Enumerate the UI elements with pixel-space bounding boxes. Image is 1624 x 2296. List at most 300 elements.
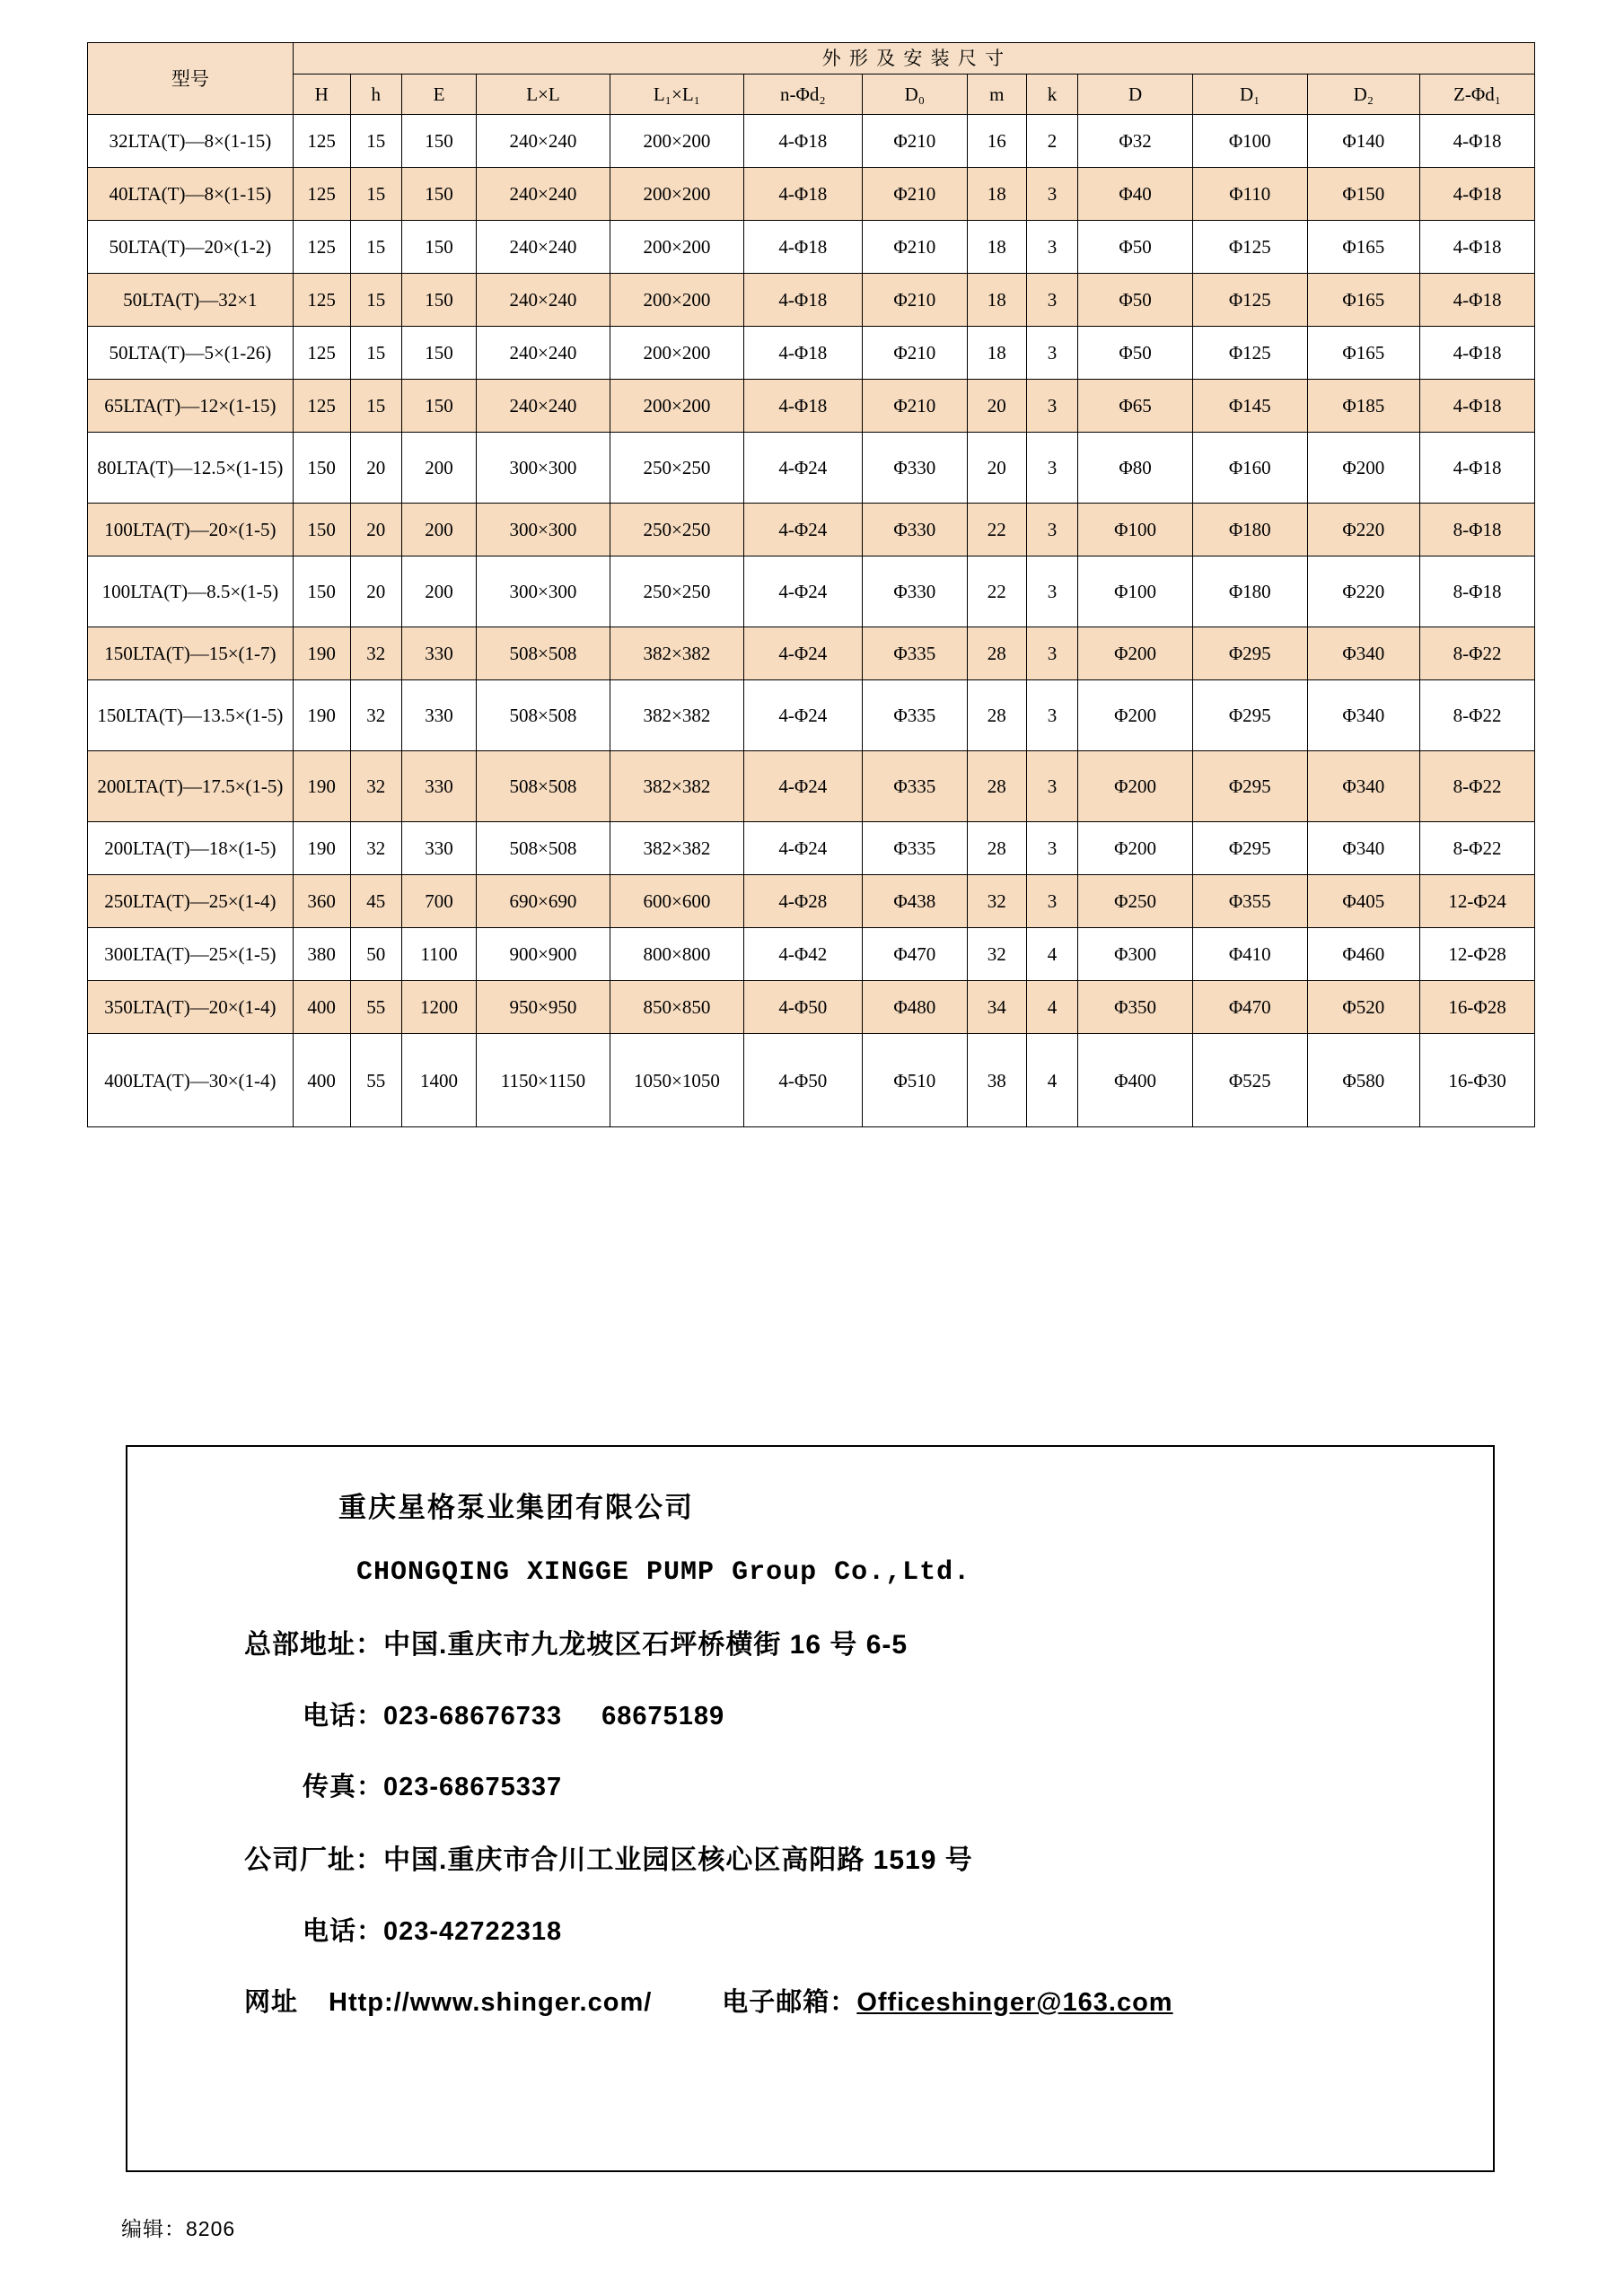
tel1-value: 023-68676733 <box>383 1702 563 1731</box>
cell-k: 3 <box>1026 822 1077 875</box>
cell-h: 20 <box>350 433 401 504</box>
cell-D1: Φ145 <box>1192 380 1307 433</box>
headquarters-address <box>127 1622 1493 1661</box>
tel2-label: 电话： <box>303 1917 384 1946</box>
cell-E: 150 <box>402 380 477 433</box>
cell-E: 330 <box>402 751 477 822</box>
cell-D2: Φ150 <box>1307 168 1420 221</box>
header-col-D1: D₁ <box>1192 74 1307 115</box>
cell-n-d2: 4-Φ18 <box>743 274 862 327</box>
cell-D2: Φ340 <box>1307 680 1420 751</box>
cell-D2: Φ580 <box>1307 1034 1420 1127</box>
cell-E: 200 <box>402 556 477 627</box>
cell-E: 700 <box>402 875 477 928</box>
cell-D0: Φ470 <box>862 928 967 981</box>
cell-D1: Φ295 <box>1192 751 1307 822</box>
cell-n-d2: 4-Φ24 <box>743 556 862 627</box>
cell-h: 32 <box>350 822 401 875</box>
table-row <box>88 680 1535 751</box>
cell-D: Φ250 <box>1078 875 1193 928</box>
cell-E: 150 <box>402 327 477 380</box>
cell-LxL: 240×240 <box>477 115 610 168</box>
cell-D: Φ300 <box>1078 928 1193 981</box>
website-email-line <box>127 1982 1493 2019</box>
cell-n-d2: 4-Φ42 <box>743 928 862 981</box>
cell-L1xL1: 200×200 <box>610 168 743 221</box>
website-label: 网址 <box>244 1988 299 2017</box>
cell-LxL: 240×240 <box>477 327 610 380</box>
cell-h: 15 <box>350 221 401 274</box>
cell-h: 20 <box>350 556 401 627</box>
company-name-en: CHONGQING XINGGE PUMP Group Co.,Ltd. <box>356 1557 971 1588</box>
cell-Z-d1: 8-Φ22 <box>1420 751 1535 822</box>
cell-h: 50 <box>350 928 401 981</box>
cell-D0: Φ330 <box>862 504 967 556</box>
table-row <box>88 274 1535 327</box>
cell-m: 28 <box>967 822 1026 875</box>
cell-m: 22 <box>967 556 1026 627</box>
cell-k: 3 <box>1026 274 1077 327</box>
cell-k: 4 <box>1026 928 1077 981</box>
cell-D1: Φ355 <box>1192 875 1307 928</box>
table-row <box>88 627 1535 680</box>
cell-E: 150 <box>402 168 477 221</box>
hq-value: 中国.重庆市九龙坡区石坪桥横街 16 号 6-5 <box>383 1630 909 1660</box>
cell-D: Φ50 <box>1078 221 1193 274</box>
cell-D: Φ50 <box>1078 327 1193 380</box>
cell-D: Φ200 <box>1078 822 1193 875</box>
cell-D: Φ200 <box>1078 680 1193 751</box>
cell-D2: Φ165 <box>1307 221 1420 274</box>
cell-m: 32 <box>967 928 1026 981</box>
cell-L1xL1: 382×382 <box>610 680 743 751</box>
cell-E: 150 <box>402 221 477 274</box>
cell-H: 400 <box>293 981 350 1034</box>
cell-E: 1400 <box>402 1034 477 1127</box>
cell-model: 300LTA(T)—25×(1-5) <box>88 928 294 981</box>
cell-D0: Φ438 <box>862 875 967 928</box>
cell-D1: Φ100 <box>1192 115 1307 168</box>
cell-D: Φ40 <box>1078 168 1193 221</box>
cell-L1xL1: 250×250 <box>610 556 743 627</box>
cell-H: 190 <box>293 680 350 751</box>
cell-m: 18 <box>967 274 1026 327</box>
cell-H: 125 <box>293 380 350 433</box>
cell-E: 150 <box>402 274 477 327</box>
cell-D2: Φ185 <box>1307 380 1420 433</box>
cell-h: 15 <box>350 274 401 327</box>
cell-H: 125 <box>293 327 350 380</box>
factory-value: 中国.重庆市合川工业园区核心区高阳路 1519 号 <box>383 1845 973 1875</box>
cell-k: 4 <box>1026 1034 1077 1127</box>
cell-n-d2: 4-Φ24 <box>743 822 862 875</box>
cell-D: Φ400 <box>1078 1034 1193 1127</box>
cell-h: 15 <box>350 327 401 380</box>
table-row <box>88 751 1535 822</box>
header-col-D2: D₂ <box>1307 74 1420 115</box>
cell-n-d2: 4-Φ18 <box>743 115 862 168</box>
cell-m: 38 <box>967 1034 1026 1127</box>
cell-n-d2: 4-Φ28 <box>743 875 862 928</box>
cell-D0: Φ210 <box>862 274 967 327</box>
cell-D1: Φ125 <box>1192 221 1307 274</box>
cell-k: 3 <box>1026 221 1077 274</box>
cell-Z-d1: 4-Φ18 <box>1420 327 1535 380</box>
cell-L1xL1: 250×250 <box>610 504 743 556</box>
email-address-link[interactable]: Officeshinger@163.com <box>856 1988 1173 2017</box>
cell-h: 55 <box>350 1034 401 1127</box>
cell-k: 3 <box>1026 627 1077 680</box>
tel1-value-2: 68675189 <box>601 1702 725 1731</box>
cell-LxL: 240×240 <box>477 380 610 433</box>
cell-D1: Φ295 <box>1192 822 1307 875</box>
cell-E: 330 <box>402 822 477 875</box>
tel2-value: 023-42722318 <box>383 1917 563 1946</box>
cell-n-d2: 4-Φ24 <box>743 680 862 751</box>
cell-D2: Φ460 <box>1307 928 1420 981</box>
header-col-Z-d1: Z-Φd₁ <box>1420 74 1535 115</box>
cell-LxL: 1150×1150 <box>477 1034 610 1127</box>
cell-D: Φ50 <box>1078 274 1193 327</box>
cell-n-d2: 4-Φ24 <box>743 751 862 822</box>
header-col-H: H <box>293 74 350 115</box>
cell-h: 15 <box>350 380 401 433</box>
cell-L1xL1: 200×200 <box>610 274 743 327</box>
cell-Z-d1: 8-Φ22 <box>1420 680 1535 751</box>
cell-D0: Φ335 <box>862 822 967 875</box>
cell-L1xL1: 850×850 <box>610 981 743 1034</box>
cell-n-d2: 4-Φ50 <box>743 1034 862 1127</box>
cell-D: Φ200 <box>1078 627 1193 680</box>
tel1-label: 电话： <box>303 1702 384 1731</box>
header-col-m: m <box>967 74 1026 115</box>
cell-model: 50LTA(T)—32×1 <box>88 274 294 327</box>
cell-E: 200 <box>402 504 477 556</box>
cell-H: 125 <box>293 274 350 327</box>
cell-k: 3 <box>1026 433 1077 504</box>
table-row <box>88 981 1535 1034</box>
cell-n-d2: 4-Φ24 <box>743 627 862 680</box>
cell-model: 50LTA(T)—20×(1-2) <box>88 221 294 274</box>
table-header-row-1 <box>88 43 1535 74</box>
cell-m: 32 <box>967 875 1026 928</box>
spec-table <box>87 42 1535 1127</box>
cell-m: 20 <box>967 433 1026 504</box>
fax-label: 传真： <box>303 1773 384 1801</box>
table-row <box>88 875 1535 928</box>
cell-H: 380 <box>293 928 350 981</box>
cell-Z-d1: 8-Φ22 <box>1420 627 1535 680</box>
cell-n-d2: 4-Φ18 <box>743 221 862 274</box>
cell-D0: Φ330 <box>862 433 967 504</box>
cell-h: 55 <box>350 981 401 1034</box>
cell-m: 28 <box>967 680 1026 751</box>
cell-h: 15 <box>350 168 401 221</box>
table-row <box>88 822 1535 875</box>
cell-E: 330 <box>402 680 477 751</box>
cell-D1: Φ110 <box>1192 168 1307 221</box>
cell-h: 45 <box>350 875 401 928</box>
cell-E: 150 <box>402 115 477 168</box>
table-row <box>88 928 1535 981</box>
cell-D0: Φ335 <box>862 627 967 680</box>
cell-D1: Φ180 <box>1192 556 1307 627</box>
cell-n-d2: 4-Φ24 <box>743 504 862 556</box>
cell-Z-d1: 12-Φ24 <box>1420 875 1535 928</box>
cell-D: Φ32 <box>1078 115 1193 168</box>
cell-m: 18 <box>967 221 1026 274</box>
cell-LxL: 950×950 <box>477 981 610 1034</box>
cell-D0: Φ480 <box>862 981 967 1034</box>
cell-k: 3 <box>1026 504 1077 556</box>
cell-D0: Φ210 <box>862 168 967 221</box>
cell-model: 350LTA(T)—20×(1-4) <box>88 981 294 1034</box>
header-col-LxL: L×L <box>477 74 610 115</box>
cell-D0: Φ335 <box>862 751 967 822</box>
cell-L1xL1: 600×600 <box>610 875 743 928</box>
fax-line <box>127 1766 1493 1803</box>
cell-E: 1200 <box>402 981 477 1034</box>
cell-H: 150 <box>293 433 350 504</box>
cell-m: 18 <box>967 168 1026 221</box>
cell-LxL: 300×300 <box>477 433 610 504</box>
factory-label: 公司厂址： <box>244 1845 383 1875</box>
cell-L1xL1: 250×250 <box>610 433 743 504</box>
cell-LxL: 508×508 <box>477 627 610 680</box>
cell-LxL: 240×240 <box>477 168 610 221</box>
cell-k: 3 <box>1026 556 1077 627</box>
cell-Z-d1: 4-Φ18 <box>1420 221 1535 274</box>
cell-k: 4 <box>1026 981 1077 1034</box>
cell-model: 80LTA(T)—12.5×(1-15) <box>88 433 294 504</box>
table-row <box>88 1034 1535 1127</box>
cell-Z-d1: 8-Φ22 <box>1420 822 1535 875</box>
cell-D: Φ350 <box>1078 981 1193 1034</box>
cell-D1: Φ410 <box>1192 928 1307 981</box>
cell-D0: Φ210 <box>862 327 967 380</box>
cell-k: 3 <box>1026 327 1077 380</box>
cell-H: 150 <box>293 504 350 556</box>
cell-H: 125 <box>293 168 350 221</box>
cell-model: 100LTA(T)—8.5×(1-5) <box>88 556 294 627</box>
cell-k: 3 <box>1026 751 1077 822</box>
cell-H: 125 <box>293 115 350 168</box>
cell-m: 34 <box>967 981 1026 1034</box>
hq-label: 总部地址： <box>244 1630 383 1660</box>
cell-H: 190 <box>293 822 350 875</box>
cell-k: 2 <box>1026 115 1077 168</box>
cell-LxL: 508×508 <box>477 680 610 751</box>
cell-Z-d1: 4-Φ18 <box>1420 274 1535 327</box>
table-row <box>88 115 1535 168</box>
cell-L1xL1: 200×200 <box>610 221 743 274</box>
cell-model: 100LTA(T)—20×(1-5) <box>88 504 294 556</box>
cell-k: 3 <box>1026 168 1077 221</box>
cell-L1xL1: 200×200 <box>610 327 743 380</box>
cell-Z-d1: 4-Φ18 <box>1420 115 1535 168</box>
cell-D0: Φ335 <box>862 680 967 751</box>
cell-D2: Φ200 <box>1307 433 1420 504</box>
cell-k: 3 <box>1026 380 1077 433</box>
cell-LxL: 690×690 <box>477 875 610 928</box>
cell-m: 18 <box>967 327 1026 380</box>
cell-model: 65LTA(T)—12×(1-15) <box>88 380 294 433</box>
factory-address <box>127 1837 1493 1877</box>
cell-L1xL1: 1050×1050 <box>610 1034 743 1127</box>
cell-n-d2: 4-Φ18 <box>743 327 862 380</box>
header-model: 型号 <box>88 43 294 115</box>
cell-model: 40LTA(T)—8×(1-15) <box>88 168 294 221</box>
cell-D2: Φ165 <box>1307 274 1420 327</box>
cell-model: 200LTA(T)—17.5×(1-5) <box>88 751 294 822</box>
cell-Z-d1: 4-Φ18 <box>1420 380 1535 433</box>
website-url[interactable]: Http://www.shinger.com/ <box>329 1988 653 2017</box>
cell-D: Φ100 <box>1078 504 1193 556</box>
cell-D2: Φ220 <box>1307 556 1420 627</box>
cell-D: Φ200 <box>1078 751 1193 822</box>
cell-Z-d1: 4-Φ18 <box>1420 433 1535 504</box>
cell-m: 22 <box>967 504 1026 556</box>
cell-h: 32 <box>350 680 401 751</box>
cell-D1: Φ525 <box>1192 1034 1307 1127</box>
spec-table-container <box>87 42 1535 1127</box>
cell-k: 3 <box>1026 875 1077 928</box>
table-row <box>88 556 1535 627</box>
header-col-D0: D₀ <box>862 74 967 115</box>
cell-m: 20 <box>967 380 1026 433</box>
company-contact-box <box>126 1445 1495 2172</box>
cell-h: 20 <box>350 504 401 556</box>
header-col-n-d2: n-Φd₂ <box>743 74 862 115</box>
header-col-E: E <box>402 74 477 115</box>
cell-model: 250LTA(T)—25×(1-4) <box>88 875 294 928</box>
cell-LxL: 900×900 <box>477 928 610 981</box>
cell-D1: Φ125 <box>1192 274 1307 327</box>
cell-L1xL1: 200×200 <box>610 115 743 168</box>
cell-k: 3 <box>1026 680 1077 751</box>
cell-D1: Φ295 <box>1192 680 1307 751</box>
cell-LxL: 240×240 <box>477 274 610 327</box>
cell-H: 190 <box>293 627 350 680</box>
cell-h: 32 <box>350 627 401 680</box>
cell-D1: Φ295 <box>1192 627 1307 680</box>
cell-Z-d1: 16-Φ30 <box>1420 1034 1535 1127</box>
hq-telephone <box>127 1696 1493 1732</box>
cell-model: 200LTA(T)—18×(1-5) <box>88 822 294 875</box>
header-dimension-group: 外 形 及 安 装 尺 寸 <box>293 43 1534 74</box>
cell-LxL: 300×300 <box>477 556 610 627</box>
spec-table-body <box>88 115 1535 1127</box>
table-row <box>88 504 1535 556</box>
table-row <box>88 327 1535 380</box>
cell-L1xL1: 382×382 <box>610 822 743 875</box>
table-row <box>88 168 1535 221</box>
cell-D2: Φ405 <box>1307 875 1420 928</box>
cell-E: 1100 <box>402 928 477 981</box>
table-header-row-2 <box>88 74 1535 115</box>
cell-D2: Φ340 <box>1307 627 1420 680</box>
cell-model: 150LTA(T)—15×(1-7) <box>88 627 294 680</box>
cell-L1xL1: 200×200 <box>610 380 743 433</box>
cell-D: Φ65 <box>1078 380 1193 433</box>
cell-D2: Φ220 <box>1307 504 1420 556</box>
cell-Z-d1: 4-Φ18 <box>1420 168 1535 221</box>
fax-value: 023-68675337 <box>383 1773 563 1801</box>
email-label: 电子邮箱： <box>722 1988 857 2017</box>
cell-H: 125 <box>293 221 350 274</box>
cell-D2: Φ165 <box>1307 327 1420 380</box>
cell-D: Φ80 <box>1078 433 1193 504</box>
table-row <box>88 380 1535 433</box>
cell-Z-d1: 16-Φ28 <box>1420 981 1535 1034</box>
cell-h: 32 <box>350 751 401 822</box>
cell-n-d2: 4-Φ24 <box>743 433 862 504</box>
cell-model: 150LTA(T)—13.5×(1-5) <box>88 680 294 751</box>
cell-E: 330 <box>402 627 477 680</box>
cell-LxL: 300×300 <box>477 504 610 556</box>
cell-D2: Φ520 <box>1307 981 1420 1034</box>
cell-model: 400LTA(T)—30×(1-4) <box>88 1034 294 1127</box>
cell-D2: Φ140 <box>1307 115 1420 168</box>
cell-Z-d1: 8-Φ18 <box>1420 556 1535 627</box>
header-col-D: D <box>1078 74 1193 115</box>
cell-model: 50LTA(T)—5×(1-26) <box>88 327 294 380</box>
cell-m: 28 <box>967 627 1026 680</box>
cell-D0: Φ210 <box>862 221 967 274</box>
cell-n-d2: 4-Φ18 <box>743 168 862 221</box>
cell-Z-d1: 12-Φ28 <box>1420 928 1535 981</box>
table-row <box>88 221 1535 274</box>
cell-D: Φ100 <box>1078 556 1193 627</box>
cell-D2: Φ340 <box>1307 822 1420 875</box>
cell-LxL: 240×240 <box>477 221 610 274</box>
cell-D0: Φ210 <box>862 380 967 433</box>
cell-n-d2: 4-Φ18 <box>743 380 862 433</box>
cell-Z-d1: 8-Φ18 <box>1420 504 1535 556</box>
cell-D0: Φ210 <box>862 115 967 168</box>
cell-D0: Φ510 <box>862 1034 967 1127</box>
cell-H: 360 <box>293 875 350 928</box>
cell-m: 28 <box>967 751 1026 822</box>
cell-L1xL1: 800×800 <box>610 928 743 981</box>
cell-L1xL1: 382×382 <box>610 751 743 822</box>
cell-L1xL1: 382×382 <box>610 627 743 680</box>
cell-h: 15 <box>350 115 401 168</box>
editor-note: 编辑：8206 <box>121 2217 236 2240</box>
header-col-h: h <box>350 74 401 115</box>
cell-D1: Φ180 <box>1192 504 1307 556</box>
cell-D0: Φ330 <box>862 556 967 627</box>
cell-D2: Φ340 <box>1307 751 1420 822</box>
cell-D1: Φ125 <box>1192 327 1307 380</box>
cell-H: 400 <box>293 1034 350 1127</box>
cell-LxL: 508×508 <box>477 751 610 822</box>
cell-H: 190 <box>293 751 350 822</box>
cell-LxL: 508×508 <box>477 822 610 875</box>
cell-n-d2: 4-Φ50 <box>743 981 862 1034</box>
header-col-L1xL1: L₁×L₁ <box>610 74 743 115</box>
factory-telephone <box>127 1911 1493 1948</box>
company-name-cn: 重庆星格泵业集团有限公司 <box>338 1492 694 1523</box>
cell-D1: Φ470 <box>1192 981 1307 1034</box>
table-row <box>88 433 1535 504</box>
cell-D1: Φ160 <box>1192 433 1307 504</box>
header-col-k: k <box>1026 74 1077 115</box>
cell-model: 32LTA(T)—8×(1-15) <box>88 115 294 168</box>
cell-m: 16 <box>967 115 1026 168</box>
cell-E: 200 <box>402 433 477 504</box>
cell-H: 150 <box>293 556 350 627</box>
